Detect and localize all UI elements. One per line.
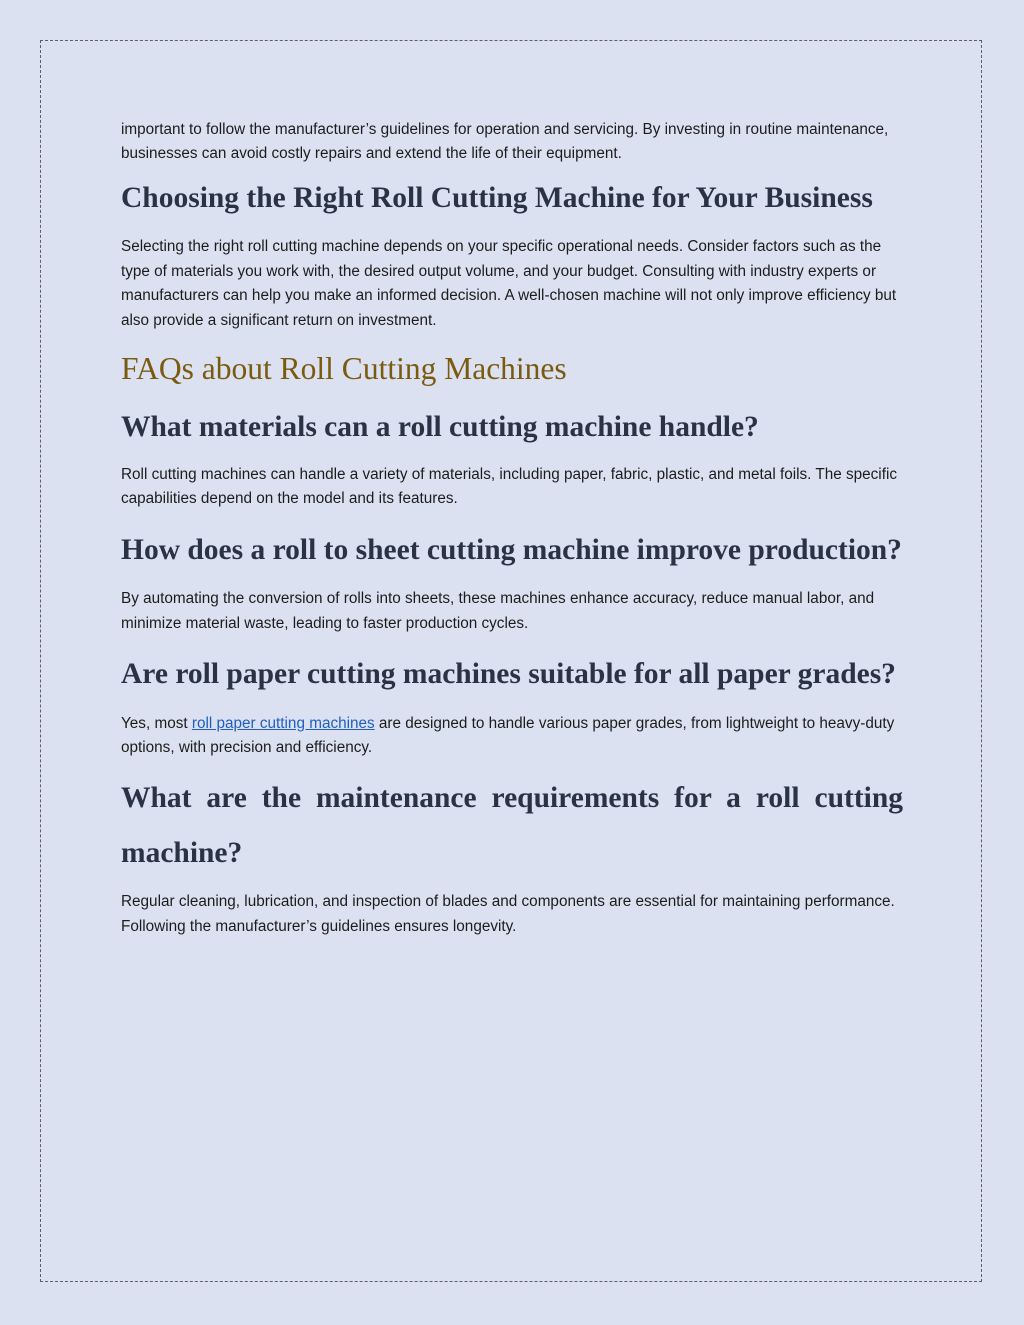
faq-question-production: How does a roll to sheet cutting machine improve production?: [121, 533, 902, 566]
answer-text-start: Yes, most: [121, 714, 192, 732]
choosing-heading: Choosing the Right Roll Cutting Machine for Your Business: [121, 181, 873, 214]
faq-answer-paper-grades: [121, 712, 903, 761]
answer-text-end: are designed to handle various paper grades, from lightweight to heavy-duty options, with precision and efficiency.: [121, 714, 895, 756]
roll-paper-cutting-machines-link[interactable]: roll paper cutting machines: [191, 714, 375, 732]
faq-question-maintenance: What are the maintenance requirements for a roll cutting machine?: [121, 782, 903, 869]
faq-question-materials: What materials can a roll cutting machine handle?: [121, 410, 759, 443]
document-content: [121, 118, 903, 939]
intro-paragraph: important to follow the manufacturer’s guidelines for operation and servicing. By investing in routine maintenance, businesses can avoid costly repairs and extend the life of their equipment.: [121, 121, 889, 163]
faq-section-title: FAQs about Roll Cutting Machines: [121, 350, 567, 386]
faq-answer-materials: Roll cutting machines can handle a variety of materials, including paper, fabric, plastic, and metal foils. The specific capabilities depend on the model and its features.: [121, 465, 898, 508]
faq-answer-production: By automating the conversion of rolls into sheets, these machines enhance accuracy, reduce manual labor, and minimize material waste, leading to faster production cycles.: [121, 590, 875, 632]
choosing-paragraph: Selecting the right roll cutting machine depends on your specific operational needs. Consider factors such as the type of materials you work with, the desired output volume, and your budget. Consulting with industry experts or manufacturers can help you make an informed decision. A well-chosen machine will not only improve efficiency but also provide a significant return on investment.: [121, 238, 897, 329]
faq-answer-maintenance: Regular cleaning, lubrication, and inspection of blades and components are essential for maintaining performance. Following the manufacturer’s guidelines ensures longevity.: [121, 893, 895, 935]
faq-question-paper-grades: Are roll paper cutting machines suitable for all paper grades?: [121, 658, 896, 691]
